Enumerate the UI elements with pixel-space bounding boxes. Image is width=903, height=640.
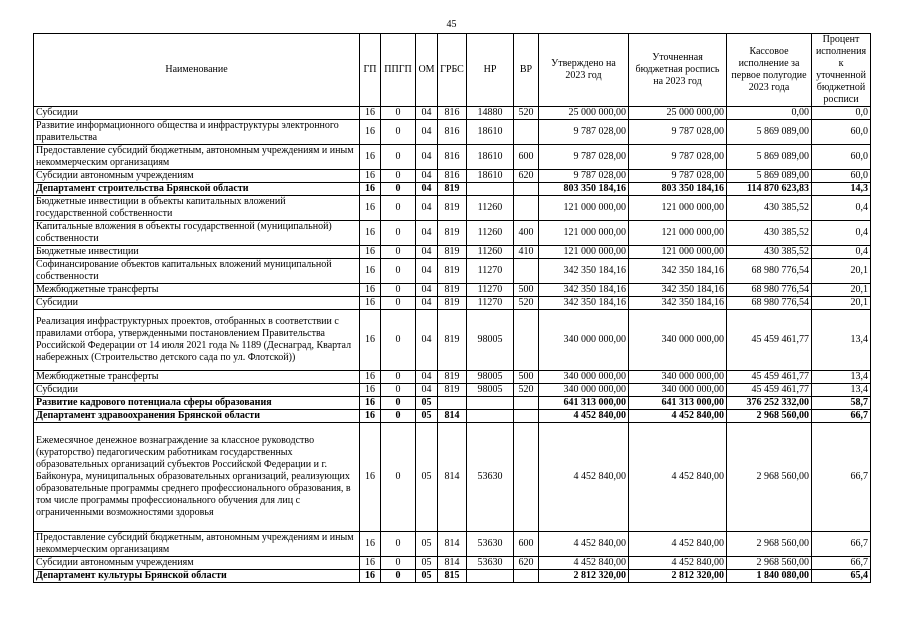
- cell-refined: 25 000 000,00: [629, 107, 727, 120]
- cell-vr: [514, 120, 539, 145]
- table-row: [34, 384, 871, 397]
- cell-name: Развитие кадрового потенциала сферы образования: [34, 397, 360, 410]
- header-gp: ГП: [360, 34, 381, 107]
- cell-nr: 18610: [467, 145, 514, 170]
- table-row: [34, 170, 871, 183]
- cell-gp: 16: [360, 107, 381, 120]
- cell-name: Департамент здравоохранения Брянской области: [34, 410, 360, 423]
- table-row: [34, 284, 871, 297]
- cell-nr: 11260: [467, 246, 514, 259]
- cell-percent: 0,4: [812, 246, 871, 259]
- header-vr: ВР: [514, 34, 539, 107]
- cell-cash: 430 385,52: [727, 221, 812, 246]
- table-row: [34, 397, 871, 410]
- page-number: 45: [446, 19, 457, 30]
- cell-percent: 60,0: [812, 145, 871, 170]
- cell-nr: 53630: [467, 532, 514, 557]
- cell-vr: 620: [514, 170, 539, 183]
- cell-name: Ежемесячное денежное вознаграждение за классное руководство (кураторство) педагогическим работникам государственных образовательных организаций субъектов Российской Федерации и г. Байконура, муниципальных образовательных организаций, реализующих образовательные программы среднего профессионального образования, в том числе программы профессионального обучения для лиц с ограниченными возможностями здоровья: [34, 423, 360, 532]
- cell-om: 05: [416, 423, 438, 532]
- cell-vr: 500: [514, 371, 539, 384]
- cell-gp: 16: [360, 371, 381, 384]
- cell-grbs: 819: [438, 284, 467, 297]
- cell-approved: 342 350 184,16: [539, 297, 629, 310]
- cell-name: Бюджетные инвестиции в объекты капитальных вложений государственной собственности: [34, 196, 360, 221]
- cell-refined: 342 350 184,16: [629, 284, 727, 297]
- cell-cash: 2 968 560,00: [727, 557, 812, 570]
- cell-grbs: 816: [438, 170, 467, 183]
- cell-vr: 600: [514, 145, 539, 170]
- cell-ppgp: 0: [381, 259, 416, 284]
- cell-gp: 16: [360, 246, 381, 259]
- cell-refined: 4 452 840,00: [629, 410, 727, 423]
- cell-nr: 18610: [467, 120, 514, 145]
- table-row: [34, 423, 871, 532]
- cell-gp: 16: [360, 170, 381, 183]
- cell-cash: 376 252 332,00: [727, 397, 812, 410]
- cell-approved: 121 000 000,00: [539, 196, 629, 221]
- cell-vr: [514, 310, 539, 371]
- cell-vr: [514, 410, 539, 423]
- cell-cash: 2 968 560,00: [727, 410, 812, 423]
- table-row: [34, 310, 871, 371]
- cell-refined: 9 787 028,00: [629, 145, 727, 170]
- cell-nr: 11270: [467, 284, 514, 297]
- header-cash: Кассовое исполнение за первое полугодие 2023 года: [727, 34, 812, 107]
- cell-nr: 98005: [467, 371, 514, 384]
- cell-om: 04: [416, 297, 438, 310]
- cell-name: Департамент строительства Брянской области: [34, 183, 360, 196]
- cell-cash: 68 980 776,54: [727, 297, 812, 310]
- cell-vr: [514, 423, 539, 532]
- table-row: [34, 221, 871, 246]
- cell-percent: 20,1: [812, 297, 871, 310]
- cell-gp: 16: [360, 557, 381, 570]
- cell-refined: 641 313 000,00: [629, 397, 727, 410]
- cell-vr: 620: [514, 557, 539, 570]
- cell-name: Межбюджетные трансферты: [34, 284, 360, 297]
- cell-nr: [467, 570, 514, 583]
- table-row: [34, 120, 871, 145]
- cell-om: 05: [416, 557, 438, 570]
- cell-cash: 68 980 776,54: [727, 284, 812, 297]
- cell-cash: 0,00: [727, 107, 812, 120]
- header-om: ОМ: [416, 34, 438, 107]
- cell-name: Субсидии: [34, 384, 360, 397]
- table-row: [34, 371, 871, 384]
- table-row: [34, 183, 871, 196]
- cell-ppgp: 0: [381, 384, 416, 397]
- cell-grbs: 819: [438, 384, 467, 397]
- cell-nr: 11260: [467, 196, 514, 221]
- cell-gp: 16: [360, 310, 381, 371]
- cell-gp: 16: [360, 196, 381, 221]
- cell-percent: 0,4: [812, 196, 871, 221]
- cell-approved: 340 000 000,00: [539, 310, 629, 371]
- cell-approved: 2 812 320,00: [539, 570, 629, 583]
- cell-approved: 9 787 028,00: [539, 120, 629, 145]
- cell-om: 04: [416, 310, 438, 371]
- cell-om: 05: [416, 397, 438, 410]
- cell-approved: 9 787 028,00: [539, 145, 629, 170]
- cell-gp: 16: [360, 120, 381, 145]
- cell-grbs: 819: [438, 196, 467, 221]
- cell-name: Межбюджетные трансферты: [34, 371, 360, 384]
- cell-grbs: 819: [438, 221, 467, 246]
- cell-name: Субсидии автономным учреждениям: [34, 557, 360, 570]
- cell-grbs: 815: [438, 570, 467, 583]
- cell-grbs: 819: [438, 310, 467, 371]
- cell-percent: 14,3: [812, 183, 871, 196]
- cell-gp: 16: [360, 221, 381, 246]
- cell-grbs: 816: [438, 107, 467, 120]
- cell-refined: 803 350 184,16: [629, 183, 727, 196]
- cell-nr: [467, 410, 514, 423]
- cell-percent: 66,7: [812, 557, 871, 570]
- cell-gp: 16: [360, 284, 381, 297]
- cell-ppgp: 0: [381, 221, 416, 246]
- cell-percent: 66,7: [812, 532, 871, 557]
- table-row: [34, 557, 871, 570]
- cell-om: 04: [416, 120, 438, 145]
- cell-approved: 121 000 000,00: [539, 246, 629, 259]
- cell-om: 05: [416, 570, 438, 583]
- cell-vr: 520: [514, 384, 539, 397]
- cell-vr: 600: [514, 532, 539, 557]
- cell-nr: [467, 397, 514, 410]
- cell-grbs: [438, 397, 467, 410]
- cell-gp: 16: [360, 297, 381, 310]
- cell-ppgp: 0: [381, 310, 416, 371]
- cell-cash: 2 968 560,00: [727, 532, 812, 557]
- cell-approved: 4 452 840,00: [539, 410, 629, 423]
- cell-gp: 16: [360, 259, 381, 284]
- header-grbs: ГРБС: [438, 34, 467, 107]
- cell-grbs: 819: [438, 183, 467, 196]
- cell-percent: 13,4: [812, 384, 871, 397]
- cell-ppgp: 0: [381, 570, 416, 583]
- cell-ppgp: 0: [381, 397, 416, 410]
- cell-percent: 58,7: [812, 397, 871, 410]
- cell-percent: 20,1: [812, 259, 871, 284]
- cell-refined: 342 350 184,16: [629, 297, 727, 310]
- cell-ppgp: 0: [381, 532, 416, 557]
- cell-grbs: 816: [438, 145, 467, 170]
- cell-nr: 11270: [467, 259, 514, 284]
- cell-ppgp: 0: [381, 371, 416, 384]
- table-row: [34, 107, 871, 120]
- cell-name: Реализация инфраструктурных проектов, отобранных в соответствии с правилами отбора, утвержденными постановлением Правительства Российской Федерации от 14 июля 2021 года № 1189 (Деснаград, Квартал набережных (Строительство детского сада по ул. Флотской)): [34, 310, 360, 371]
- cell-percent: 66,7: [812, 423, 871, 532]
- cell-approved: 340 000 000,00: [539, 384, 629, 397]
- cell-gp: 16: [360, 570, 381, 583]
- cell-name: Софинансирование объектов капитальных вложений муниципальной собственности: [34, 259, 360, 284]
- cell-grbs: 819: [438, 259, 467, 284]
- table-row: [34, 297, 871, 310]
- header-name: Наименование: [34, 34, 360, 107]
- cell-nr: 18610: [467, 170, 514, 183]
- table-header-row: [34, 34, 871, 107]
- cell-om: 04: [416, 170, 438, 183]
- cell-om: 04: [416, 371, 438, 384]
- cell-cash: 5 869 089,00: [727, 170, 812, 183]
- table-row: [34, 410, 871, 423]
- cell-approved: 4 452 840,00: [539, 557, 629, 570]
- cell-ppgp: 0: [381, 246, 416, 259]
- cell-ppgp: 0: [381, 297, 416, 310]
- cell-nr: 11270: [467, 297, 514, 310]
- cell-refined: 340 000 000,00: [629, 384, 727, 397]
- cell-vr: [514, 196, 539, 221]
- cell-cash: 45 459 461,77: [727, 384, 812, 397]
- header-approved: Утверждено на 2023 год: [539, 34, 629, 107]
- cell-grbs: 814: [438, 557, 467, 570]
- cell-ppgp: 0: [381, 107, 416, 120]
- cell-percent: 0,4: [812, 221, 871, 246]
- cell-refined: 4 452 840,00: [629, 532, 727, 557]
- cell-om: 04: [416, 196, 438, 221]
- header-ppgp: ППГП: [381, 34, 416, 107]
- cell-approved: 4 452 840,00: [539, 532, 629, 557]
- cell-vr: 400: [514, 221, 539, 246]
- table-row: [34, 532, 871, 557]
- cell-grbs: 819: [438, 371, 467, 384]
- cell-om: 04: [416, 246, 438, 259]
- cell-nr: 53630: [467, 557, 514, 570]
- cell-nr: 11260: [467, 221, 514, 246]
- cell-vr: 500: [514, 284, 539, 297]
- cell-grbs: 816: [438, 120, 467, 145]
- cell-name: Предоставление субсидий бюджетным, автономным учреждениям и иным некоммерческим организациям: [34, 532, 360, 557]
- cell-nr: 14880: [467, 107, 514, 120]
- cell-vr: 520: [514, 297, 539, 310]
- cell-percent: 0,0: [812, 107, 871, 120]
- cell-name: Субсидии: [34, 297, 360, 310]
- cell-cash: 5 869 089,00: [727, 145, 812, 170]
- cell-refined: 340 000 000,00: [629, 310, 727, 371]
- cell-vr: [514, 259, 539, 284]
- table-row: [34, 570, 871, 583]
- cell-approved: 4 452 840,00: [539, 423, 629, 532]
- cell-vr: 520: [514, 107, 539, 120]
- cell-percent: 20,1: [812, 284, 871, 297]
- cell-vr: [514, 570, 539, 583]
- cell-grbs: 814: [438, 532, 467, 557]
- cell-approved: 803 350 184,16: [539, 183, 629, 196]
- cell-approved: 25 000 000,00: [539, 107, 629, 120]
- table-row: [34, 259, 871, 284]
- cell-percent: 66,7: [812, 410, 871, 423]
- header-percent: Процент исполнения к уточненной бюджетной росписи: [812, 34, 871, 107]
- cell-om: 04: [416, 259, 438, 284]
- cell-refined: 4 452 840,00: [629, 423, 727, 532]
- cell-refined: 121 000 000,00: [629, 196, 727, 221]
- cell-grbs: 819: [438, 297, 467, 310]
- cell-gp: 16: [360, 384, 381, 397]
- cell-vr: [514, 397, 539, 410]
- cell-gp: 16: [360, 397, 381, 410]
- cell-name: Капитальные вложения в объекты государственной (муниципальной) собственности: [34, 221, 360, 246]
- cell-cash: 2 968 560,00: [727, 423, 812, 532]
- cell-name: Субсидии автономным учреждениям: [34, 170, 360, 183]
- cell-name: Предоставление субсидий бюджетным, автономным учреждениям и иным некоммерческим организациям: [34, 145, 360, 170]
- cell-refined: 340 000 000,00: [629, 371, 727, 384]
- cell-refined: 9 787 028,00: [629, 170, 727, 183]
- cell-approved: 342 350 184,16: [539, 259, 629, 284]
- cell-name: Департамент культуры Брянской области: [34, 570, 360, 583]
- cell-nr: [467, 183, 514, 196]
- cell-cash: 430 385,52: [727, 196, 812, 221]
- cell-nr: 98005: [467, 310, 514, 371]
- header-nr: НР: [467, 34, 514, 107]
- cell-cash: 114 870 623,83: [727, 183, 812, 196]
- cell-cash: 5 869 089,00: [727, 120, 812, 145]
- cell-nr: 53630: [467, 423, 514, 532]
- cell-grbs: 814: [438, 423, 467, 532]
- table-row: [34, 145, 871, 170]
- cell-gp: 16: [360, 183, 381, 196]
- cell-refined: 121 000 000,00: [629, 221, 727, 246]
- cell-refined: 342 350 184,16: [629, 259, 727, 284]
- cell-nr: 98005: [467, 384, 514, 397]
- cell-name: Бюджетные инвестиции: [34, 246, 360, 259]
- cell-percent: 13,4: [812, 310, 871, 371]
- cell-ppgp: 0: [381, 145, 416, 170]
- cell-grbs: 814: [438, 410, 467, 423]
- cell-om: 05: [416, 532, 438, 557]
- cell-percent: 13,4: [812, 371, 871, 384]
- cell-name: Субсидии: [34, 107, 360, 120]
- cell-ppgp: 0: [381, 183, 416, 196]
- cell-percent: 65,4: [812, 570, 871, 583]
- cell-ppgp: 0: [381, 120, 416, 145]
- cell-gp: 16: [360, 145, 381, 170]
- cell-approved: 340 000 000,00: [539, 371, 629, 384]
- cell-refined: 2 812 320,00: [629, 570, 727, 583]
- cell-vr: 410: [514, 246, 539, 259]
- cell-ppgp: 0: [381, 284, 416, 297]
- table-row: [34, 196, 871, 221]
- cell-cash: 45 459 461,77: [727, 310, 812, 371]
- cell-cash: 430 385,52: [727, 246, 812, 259]
- cell-om: 04: [416, 284, 438, 297]
- cell-ppgp: 0: [381, 423, 416, 532]
- cell-cash: 1 840 080,00: [727, 570, 812, 583]
- cell-vr: [514, 183, 539, 196]
- cell-ppgp: 0: [381, 410, 416, 423]
- cell-om: 04: [416, 107, 438, 120]
- cell-om: 04: [416, 384, 438, 397]
- cell-gp: 16: [360, 423, 381, 532]
- cell-ppgp: 0: [381, 170, 416, 183]
- cell-approved: 641 313 000,00: [539, 397, 629, 410]
- cell-refined: 9 787 028,00: [629, 120, 727, 145]
- cell-name: Развитие информационного общества и инфраструктуры электронного правительства: [34, 120, 360, 145]
- cell-gp: 16: [360, 532, 381, 557]
- cell-cash: 68 980 776,54: [727, 259, 812, 284]
- header-refined: Уточненная бюджетная роспись на 2023 год: [629, 34, 727, 107]
- cell-approved: 121 000 000,00: [539, 221, 629, 246]
- cell-om: 04: [416, 183, 438, 196]
- cell-om: 04: [416, 221, 438, 246]
- cell-refined: 121 000 000,00: [629, 246, 727, 259]
- cell-om: 05: [416, 410, 438, 423]
- cell-gp: 16: [360, 410, 381, 423]
- cell-approved: 342 350 184,16: [539, 284, 629, 297]
- cell-cash: 45 459 461,77: [727, 371, 812, 384]
- cell-refined: 4 452 840,00: [629, 557, 727, 570]
- table-row: [34, 246, 871, 259]
- cell-percent: 60,0: [812, 170, 871, 183]
- cell-ppgp: 0: [381, 196, 416, 221]
- cell-approved: 9 787 028,00: [539, 170, 629, 183]
- cell-ppgp: 0: [381, 557, 416, 570]
- cell-grbs: 819: [438, 246, 467, 259]
- cell-percent: 60,0: [812, 120, 871, 145]
- budget-table: [33, 33, 871, 583]
- cell-om: 04: [416, 145, 438, 170]
